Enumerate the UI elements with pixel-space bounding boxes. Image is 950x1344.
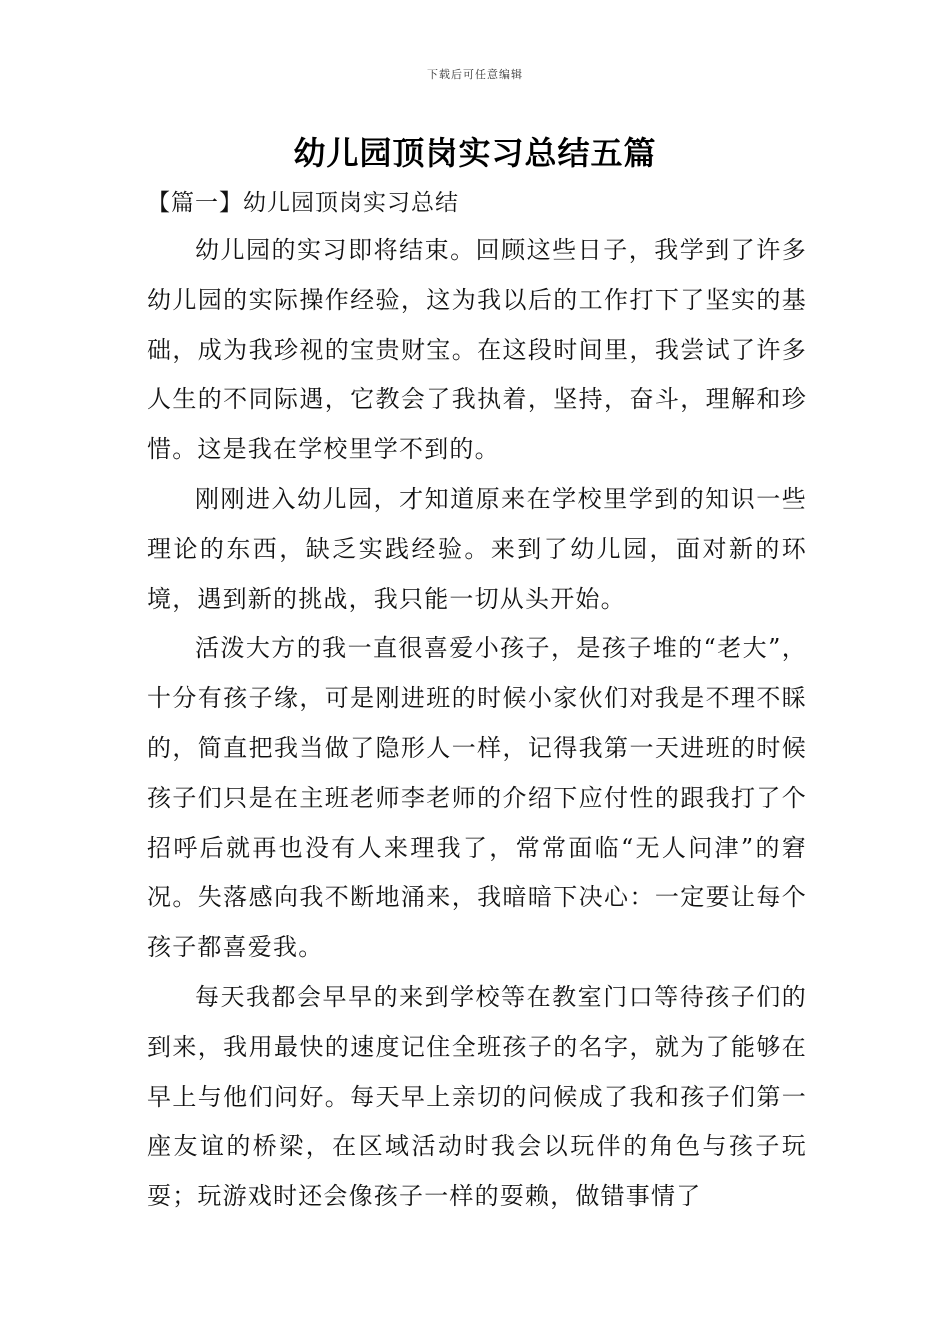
body-text: [147, 226, 807, 1222]
header-note: 下载后可任意编辑: [427, 68, 523, 81]
paragraph: 每天我都会早早的来到学校等在教室门口等待孩子们的到来，我用最快的速度记住全班孩子的名字，就为了能够在早上与他们问好。每天早上亲切的问候成了我和孩子们第一座友谊的桥梁，在区域活动时我会以玩伴的角色与孩子玩耍；玩游戏时还会像孩子一样的耍赖，做错事情了: [147, 982, 807, 1211]
paragraph: 刚刚进入幼儿园，才知道原来在学校里学到的知识一些理论的东西，缺乏实践经验。来到了幼儿园，面对新的环境，遇到新的挑战，我只能一切从头开始。: [147, 484, 807, 613]
document-title: 幼儿园顶岗实习总结五篇: [293, 134, 657, 172]
section-heading: 【篇一】幼儿园顶岗实习总结: [147, 190, 459, 216]
paragraph: 活泼大方的我一直很喜爱小孩子，是孩子堆的“老大”，十分有孩子缘，可是刚进班的时候小家伙们对我是不理不睬的，简直把我当做了隐形人一样，记得我第一天进班的时候孩子们只是在主班老师李老师的介绍下应付性的跟我打了个招呼后就再也没有人来理我了，常常面临“无人问津”的窘况。失落感向我不断地涌来，我暗暗下决心：一定要让每个孩子都喜爱我。: [147, 634, 807, 962]
paragraph: 幼儿园的实习即将结束。回顾这些日子，我学到了许多幼儿园的实际操作经验，这为我以后的工作打下了坚实的基础，成为我珍视的宝贵财宝。在这段时间里，我尝试了许多人生的不同际遇，它教会了我执着，坚持，奋斗，理解和珍惜。这是我在学校里学不到的。: [147, 236, 807, 464]
